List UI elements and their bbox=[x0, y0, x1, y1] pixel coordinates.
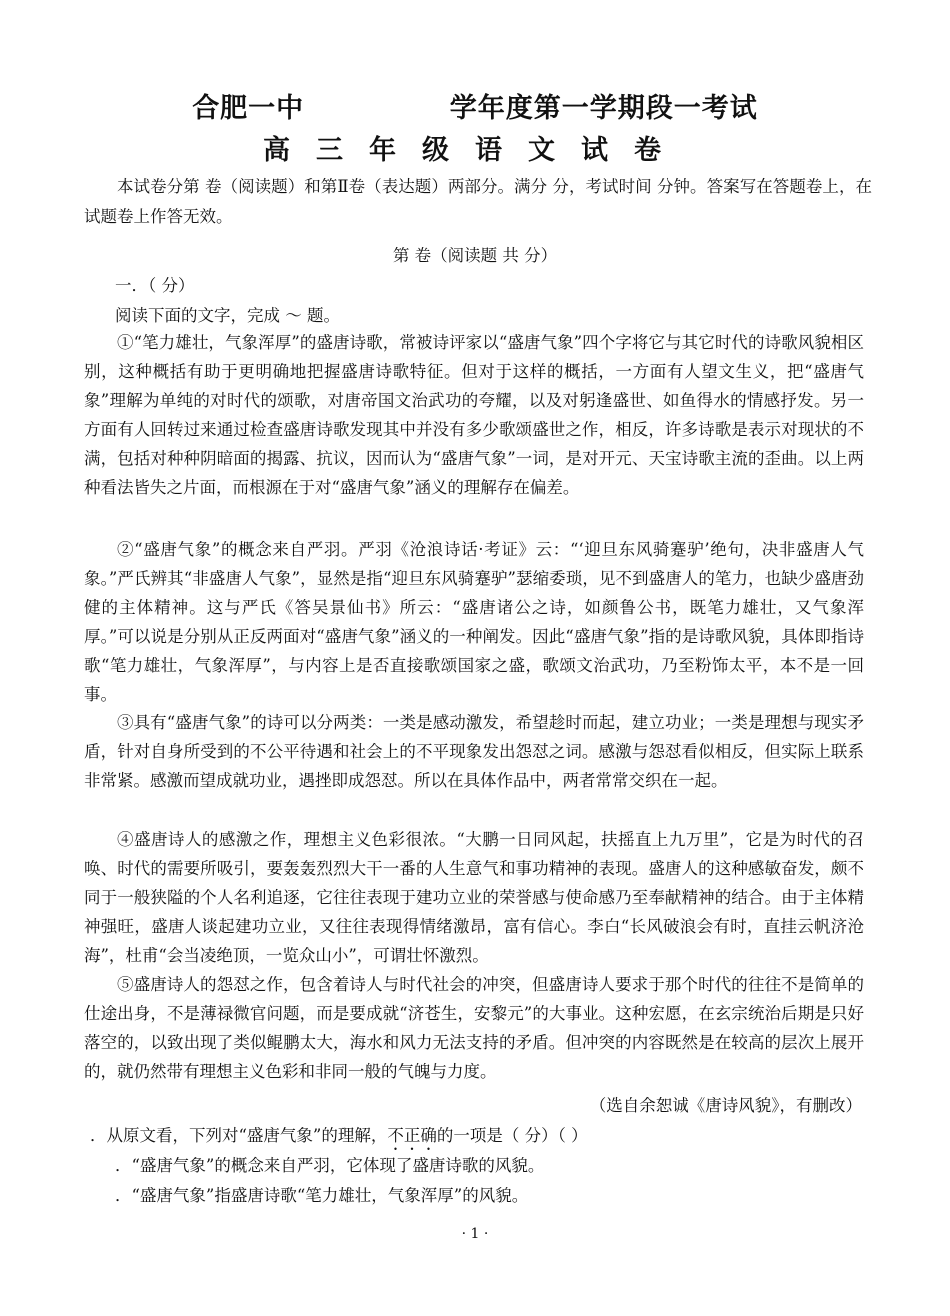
passage-paragraph-1: ①“笔力雄壮，气象浑厚”的盛唐诗歌，常被诗评家以“盛唐气象”四个字将它与其它时代的诗歌风貌相区别，这种概括有助于更明确地把握盛唐诗歌特征。但对于这样的概括，一方面有人望文生义，把“盛唐气象”理解为单纯的对时代的颂歌，对唐帝国文治武功的夸耀，以及对躬逢盛世、如鱼得水的情感抒发。另一方面有人回转过来通过检查盛唐诗歌发现其中并没有多少歌颂盛世之作，相反，许多诗歌是表示对现状的不满，包括对种种阴暗面的揭露、抗议，因而认为“盛唐气象”一词，是对开元、天宝诗歌主流的歪曲。以上两种看法皆失之片面，而根源在于对“盛唐气象”涵义的理解存在偏差。 bbox=[84, 333, 864, 497]
passage-paragraph-5: ⑤盛唐诗人的怨怼之作，包含着诗人与时代社会的冲突，但盛唐诗人要求于那个时代的往往不是简单的仕途出身，不是薄禄微官问题，而是要成就“济苍生，安黎元”的大事业。这种宏愿，在玄宗统治后期是只好落空的，以致出现了类似鲲鹏太大，海水和风力无法支持的矛盾。但冲突的内容既然是在较高的层次上展开的，就仍然带有理想主义色彩和非同一般的气魄与力度。 bbox=[84, 975, 864, 1081]
question-prefix: ．从原文看，下列对“盛唐气象”的理解， bbox=[90, 1126, 388, 1145]
option-b: ．“盛唐气象”指盛唐诗歌“笔力雄壮，气象浑厚”的风貌。 bbox=[115, 1186, 529, 1205]
passage-paragraph-3: ③具有“盛唐气象”的诗可以分两类：一类是感动激发，希望趁时而起，建立功业；一类是理想与现实矛盾，针对自身所受到的不公平待遇和社会上的不平现象发出怨怼之词。感激与怨怼看似相反，但实际上联系非常紧。感激而望成就功业，遇挫即成怨怼。所以在具体作品中，两者常常交织在一起。 bbox=[84, 713, 864, 790]
question-emphasis: 不正确 bbox=[387, 1126, 437, 1145]
section-heading: 第 卷（阅读题 共 分） bbox=[392, 246, 558, 265]
passage-source: （选自余恕诚《唐诗风貌》，有删改） bbox=[589, 1096, 862, 1115]
option-a: ．“盛唐气象”的概念来自严羽，它体现了盛唐诗歌的风貌。 bbox=[115, 1156, 545, 1175]
passage-paragraph-4: ④盛唐诗人的感激之作，理想主义色彩很浓。“大鹏一日同风起，扶摇直上九万里”，它是为时代的召唤、时代的需要所吸引，要轰轰烈烈大干一番的人生意气和事功精神的表现。盛唐人的这种感敏奋发，颇不同于一般狭隘的个人名利追逐，它往往表现于建功立业的荣誉感与使命感乃至奉献精神的结合。由于主体精神强旺，盛唐人谈起建功立业，又往往表现得情绪激昂，富有信心。李白“长风破浪会有时，直挂云帆济沧海”，杜甫“会当凌绝顶，一览众山小”，可谓壮怀激烈。 bbox=[84, 830, 864, 965]
exam-title: 合肥一中 学年度第一学期段一考试 bbox=[192, 93, 758, 124]
part-label: 一．（ 分） bbox=[115, 276, 195, 295]
exam-instructions: 本试卷分第 卷（阅读题）和第Ⅱ卷（表达题）两部分。满分 分，考试时间 分钟。答案写在答题卷上，在试题卷上作答无效。 bbox=[84, 177, 872, 226]
question-stem bbox=[90, 1122, 588, 1154]
reading-instruction: 阅读下面的文字，完成 ～ 题。 bbox=[115, 306, 340, 325]
question-suffix: 的一项是（ 分）（ ） bbox=[436, 1126, 588, 1145]
exam-subtitle: 高三年级语文试卷 bbox=[263, 135, 687, 166]
passage-paragraph-2: ②“盛唐气象”的概念来自严羽。严羽《沧浪诗话·考证》云：“‘迎旦东风骑蹇驴’绝句，决非盛唐人气象。”严氏辨其“非盛唐人气象”，显然是指“迎旦东风骑蹇驴”瑟缩委琐，见不到盛唐人的笔力，也缺少盛唐劲健的主体精神。这与严氏《答吴景仙书》所云：“盛唐诸公之诗，如颜鲁公书，既笔力雄壮，又气象浑厚。”可以说是分别从正反两面对“盛唐气象”涵义的一种阐发。因此“盛唐气象”指的是诗歌风貌，具体即指诗歌“笔力雄壮，气象浑厚”，与内容上是否直接歌颂国家之盛，歌颂文治武功，乃至粉饰太平，本不是一回事。 bbox=[84, 540, 864, 704]
page-number: · 1 · bbox=[461, 1226, 489, 1242]
